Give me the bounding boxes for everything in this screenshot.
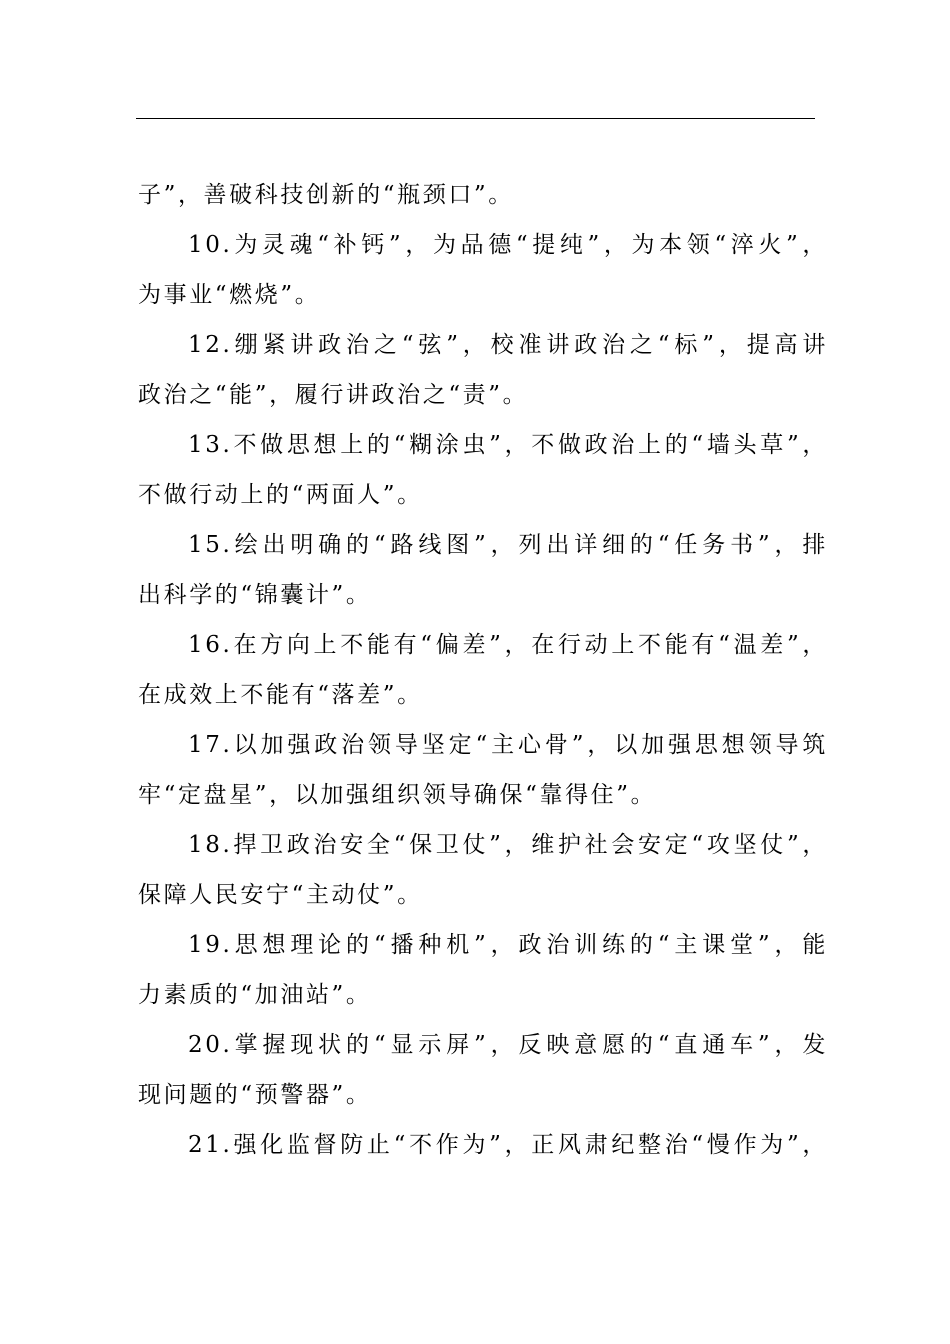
paragraph-line: 15.绘出明确的“路线图”，列出详细的“任务书”，排: [188, 532, 828, 558]
paragraph-line: 现问题的“预警器”。: [138, 1082, 372, 1108]
paragraph-item-12: [138, 320, 828, 420]
paragraph-item-10: [138, 220, 828, 320]
paragraph-line: 19.思想理论的“播种机”，政治训练的“主课堂”，能: [188, 932, 828, 958]
paragraph-line: 在成效上不能有“落差”。: [138, 682, 423, 708]
header-rule: [136, 118, 815, 119]
paragraph-line: 21.强化监督防止“不作为”，正风肃纪整治“慢作为”，: [188, 1132, 828, 1158]
paragraph-line: 17.以加强政治领导坚定“主心骨”，以加强思想领导筑: [188, 732, 828, 758]
document-body: [138, 170, 828, 1170]
paragraph-item-15: [138, 520, 828, 620]
paragraph-line: 18.捍卫政治安全“保卫仗”，维护社会安定“攻坚仗”，: [188, 832, 828, 858]
paragraph-item-18: [138, 820, 828, 920]
paragraph-line: 不做行动上的“两面人”。: [138, 482, 423, 508]
paragraph-item-19: [138, 920, 828, 1020]
paragraph-line: 牢“定盘星”，以加强组织领导确保“靠得住”。: [138, 782, 657, 808]
paragraph-item-13: [138, 420, 828, 520]
paragraph-line: 子”，善破科技创新的“瓶颈口”。: [138, 182, 514, 208]
paragraph-line: 20.掌握现状的“显示屏”，反映意愿的“直通车”，发: [188, 1032, 828, 1058]
paragraph-line: 出科学的“锦囊计”。: [138, 582, 372, 608]
paragraph-item-16: [138, 620, 828, 720]
paragraph-continued: [138, 170, 828, 220]
paragraph-line: 13.不做思想上的“糊涂虫”，不做政治上的“墙头草”，: [188, 432, 828, 458]
paragraph-line: 16.在方向上不能有“偏差”，在行动上不能有“温差”，: [188, 632, 828, 658]
paragraph-line: 政治之“能”，履行讲政治之“责”。: [138, 382, 529, 408]
paragraph-line: 保障人民安宁“主动仗”。: [138, 882, 423, 908]
paragraph-line: 力素质的“加油站”。: [138, 982, 372, 1008]
paragraph-item-20: [138, 1020, 828, 1120]
paragraph-item-17: [138, 720, 828, 820]
paragraph-line: 12.绷紧讲政治之“弦”，校准讲政治之“标”，提高讲: [188, 332, 828, 358]
paragraph-line: 10.为灵魂“补钙”，为品德“提纯”，为本领“淬火”，: [188, 232, 828, 258]
paragraph-item-21: [138, 1120, 828, 1170]
paragraph-line: 为事业“燃烧”。: [138, 282, 321, 308]
